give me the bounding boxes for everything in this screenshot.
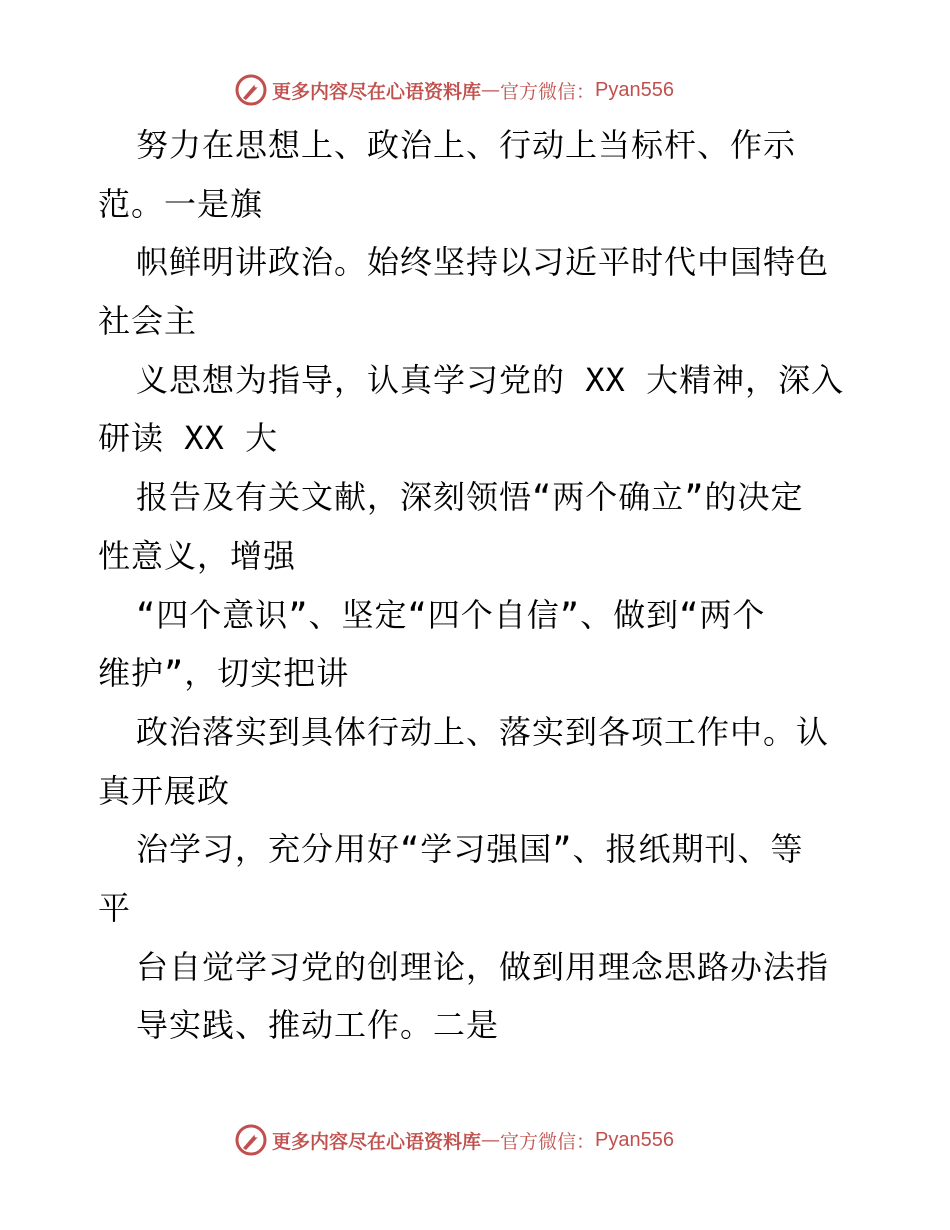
watermark-wechat-id: Pyan556: [595, 1128, 674, 1151]
text-line: 台自觉学习党的创理论，做到用理念思路办法指: [136, 947, 830, 986]
document-body: [98, 116, 858, 1055]
text-line: 义思想为指导，认真学习党的 XX 大精神，深入: [136, 360, 845, 399]
text-line: 维护”，切实把讲: [98, 654, 350, 693]
watermark-site-text: 更多内容尽在心语资料库: [272, 80, 482, 103]
pen-logo-icon: [234, 73, 268, 107]
watermark-wechat-id: Pyan556: [595, 78, 674, 101]
text-line: 真开展政: [98, 771, 231, 810]
watermark-separator: —: [481, 79, 501, 101]
text-line: “四个意识”、坚定“四个自信”、做到“两个: [136, 595, 766, 634]
text-line: 导实践、推动工作。二是: [136, 1006, 500, 1045]
text-line: 报告及有关文献，深刻领悟“两个确立”的决定: [136, 478, 804, 517]
text-line: 研读 XX 大: [98, 419, 279, 458]
pen-logo-icon: [234, 1123, 268, 1157]
text-line: 性意义，增强: [98, 536, 297, 575]
text-line: 范。一是旗: [98, 184, 264, 223]
header-watermark: [234, 70, 674, 110]
watermark-wechat-label: 官方微信：: [500, 80, 596, 103]
text-line: 社会主: [98, 302, 198, 341]
footer-watermark: [234, 1120, 674, 1160]
text-line: 治学习，充分用好“学习强国”、报纸期刊、等: [136, 830, 804, 869]
text-line: 政治落实到具体行动上、落实到各项工作中。认: [136, 712, 830, 751]
watermark-wechat-label: 官方微信：: [500, 1130, 596, 1153]
text-line: 平: [98, 888, 132, 927]
text-line: 帜鲜明讲政治。始终坚持以习近平时代中国特色: [136, 243, 830, 282]
watermark-site-text: 更多内容尽在心语资料库: [272, 1130, 482, 1153]
text-line: 努力在思想上、政治上、行动上当标杆、作示: [136, 126, 797, 164]
watermark-separator: —: [481, 1129, 501, 1151]
